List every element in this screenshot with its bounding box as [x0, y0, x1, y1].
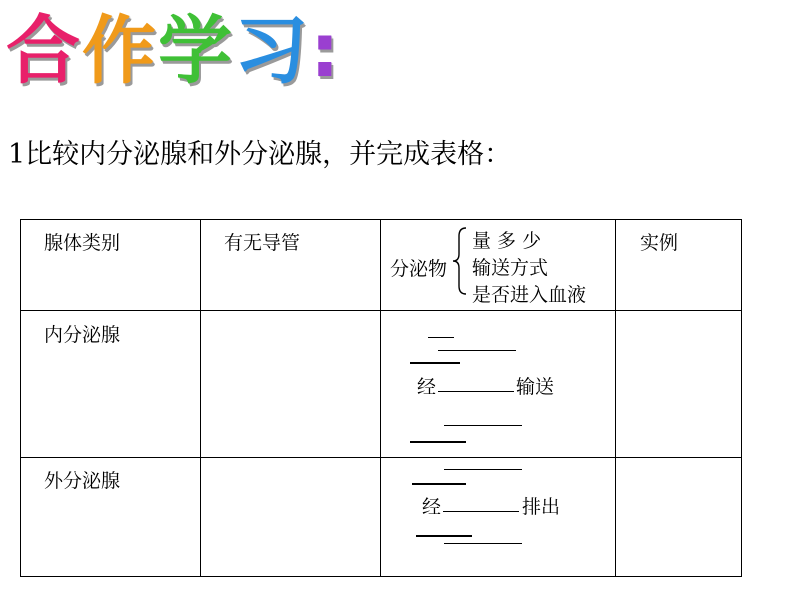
title-char-3: 学 [158, 8, 234, 94]
row2-transport-prefix: 经 [422, 496, 442, 518]
blank-line [438, 350, 516, 351]
title-char-2: 作 [82, 8, 158, 94]
blank-line [438, 391, 514, 392]
blank-line [444, 425, 522, 426]
blank-line [410, 441, 466, 443]
row1-transport-suffix: 输送 [516, 376, 555, 398]
header-category: 腺体类别 [44, 232, 121, 254]
header-secretion: 分泌物 [390, 258, 448, 280]
instruction-text: 1比较内分泌腺和外分泌腺，并完成表格： [8, 139, 512, 170]
blank-line [410, 362, 460, 364]
brace-icon [452, 226, 468, 296]
row-name-endocrine: 内分泌腺 [44, 324, 121, 346]
blank-line [416, 535, 472, 537]
blank-line [443, 511, 519, 512]
blank-line [428, 337, 454, 338]
secretion-item-amount: 量 多 少 [472, 230, 542, 252]
title-char-1: 合 [6, 8, 82, 94]
row1-transport-prefix: 经 [417, 376, 437, 398]
secretion-item-blood: 是否进入血液 [472, 284, 587, 306]
header-duct: 有无导管 [224, 232, 301, 254]
title-char-4: 习 [234, 8, 310, 94]
header-example: 实例 [640, 232, 679, 254]
title-char-5: : [310, 8, 342, 94]
blank-line [444, 469, 522, 470]
page-title [6, 8, 342, 94]
row2-transport-suffix: 排出 [522, 496, 561, 518]
secretion-item-transport: 输送方式 [472, 257, 549, 279]
blank-line [412, 483, 466, 485]
blank-line [444, 543, 522, 544]
row-name-exocrine: 外分泌腺 [44, 470, 121, 492]
